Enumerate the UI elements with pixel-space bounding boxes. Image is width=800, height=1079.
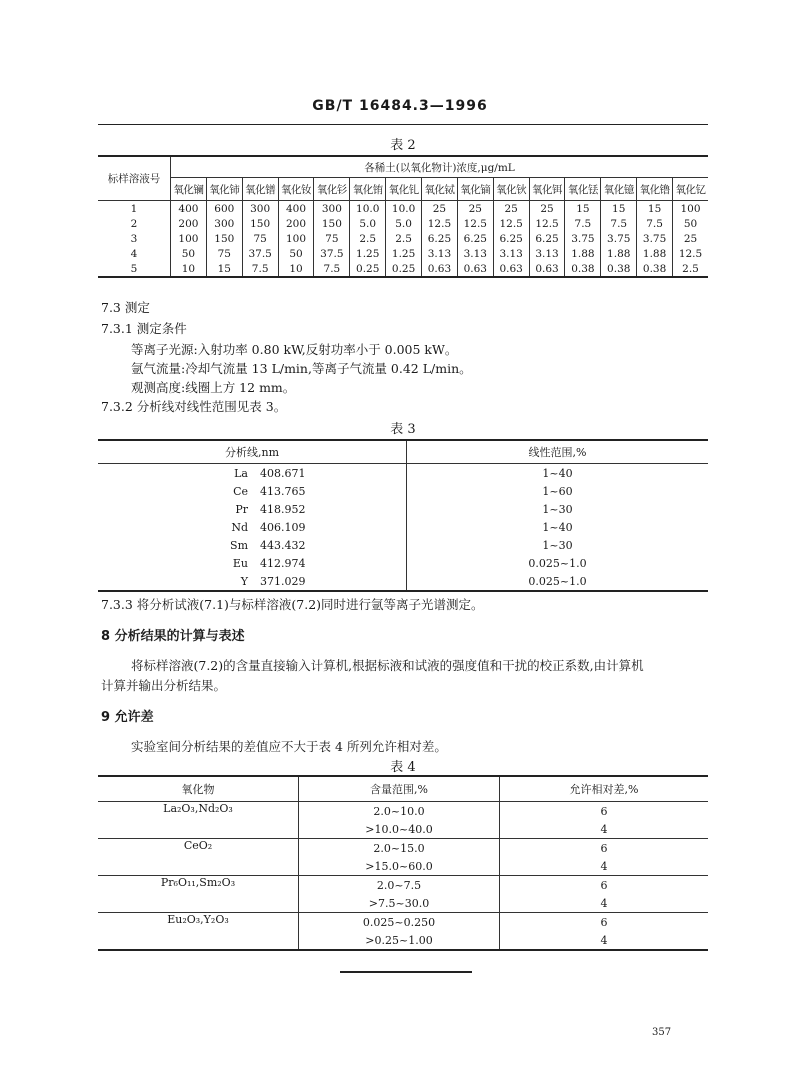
table2-colhead: 氧化镨 [242, 178, 278, 201]
table3-row [98, 518, 708, 536]
table2-colhead: 氧化铥 [565, 178, 601, 201]
table2-cell: 400 [171, 201, 207, 217]
table2-cell: 0.63 [493, 261, 529, 277]
table4-row [98, 839, 708, 858]
table2-cell: 300 [242, 201, 278, 217]
table2-cell: 200 [171, 216, 207, 231]
table3-row [98, 500, 708, 518]
table2-cell: 5.0 [386, 216, 422, 231]
condition-line: 观测高度:线圈上方 12 mm。 [131, 380, 296, 395]
table2-cell: 150 [242, 216, 278, 231]
table4-range: 2.0~7.5 [299, 876, 500, 895]
table3-wavelength: 408.671 [260, 466, 306, 480]
table2-colhead: 氧化铒 [529, 178, 565, 201]
table3-line-cell [98, 572, 407, 591]
table2-cell: 150 [314, 216, 350, 231]
table-4 [98, 775, 708, 951]
table3-wavelength: 371.029 [260, 574, 306, 588]
table3-range: 1~40 [542, 466, 573, 480]
table4-row [98, 931, 708, 950]
table4-range: 0.025~0.250 [299, 913, 500, 932]
table3-wavelength: 406.109 [260, 520, 306, 534]
table2-cell: 75 [242, 231, 278, 246]
table4-row [98, 876, 708, 895]
table4-head-oxide: 氧化物 [98, 776, 299, 802]
table2-cell: 1.88 [637, 246, 673, 261]
table2-cell: 1.25 [350, 246, 386, 261]
table4-caption: 表 4 [390, 760, 416, 775]
table2-cell: 75 [314, 231, 350, 246]
table2-cell: 7.5 [242, 261, 278, 277]
table4-oxide-empty [98, 857, 299, 876]
table2-cell: 10.0 [350, 201, 386, 217]
table2-cell: 3.13 [493, 246, 529, 261]
table2-cell: 10 [171, 261, 207, 277]
table2-cell: 0.63 [457, 261, 493, 277]
table2-colhead: 氧化钆 [386, 178, 422, 201]
table2-cell: 0.38 [565, 261, 601, 277]
table2-cell: 3.13 [422, 246, 458, 261]
section-9-paragraph: 实验室间分析结果的差值应不大于表 4 所列允许相对差。 [131, 739, 447, 754]
table4-range: >15.0~60.0 [299, 857, 500, 876]
table2-cell: 7.5 [601, 216, 637, 231]
table2-cell: 75 [206, 246, 242, 261]
table2-row [98, 261, 708, 277]
table2-cell: 25 [673, 231, 708, 246]
table2-colhead: 氧化钐 [314, 178, 350, 201]
table2-cell: 37.5 [314, 246, 350, 261]
table3-line-cell [98, 518, 407, 536]
page-number: 357 [652, 1027, 672, 1038]
table2-cell: 25 [457, 201, 493, 217]
table2-rowhead: 标样溶液号 [98, 156, 171, 201]
section-7-3-3: 7.3.3 将分析试液(7.1)与标样溶液(7.2)同时进行氩等离子光谱测定。 [101, 597, 484, 612]
table2-cell: 6.25 [457, 231, 493, 246]
table3-range: 1~60 [542, 484, 573, 498]
table2-cell: 0.63 [422, 261, 458, 277]
table2-cell: 50 [278, 246, 314, 261]
table2-cell: 3.75 [601, 231, 637, 246]
table3-range: 1~30 [542, 502, 573, 516]
table4-oxide: Eu₂O₃,Y₂O₃ [98, 913, 299, 932]
table4-diff: 4 [500, 820, 709, 839]
table2-row [98, 216, 708, 231]
table2-cell: 6.25 [493, 231, 529, 246]
table2-cell: 15 [565, 201, 601, 217]
table4-oxide: Pr₆O₁₁,Sm₂O₃ [98, 876, 299, 895]
table4-oxide-empty [98, 894, 299, 913]
table2-cell: 37.5 [242, 246, 278, 261]
header-rule [98, 124, 708, 125]
table3-element: Sm [230, 538, 248, 552]
table3-caption: 表 3 [390, 422, 416, 437]
table3-element: La [234, 466, 248, 480]
section-7-3-2: 7.3.2 分析线对线性范围见表 3。 [101, 399, 287, 414]
table2-cell: 12.5 [529, 216, 565, 231]
table4-diff: 6 [600, 804, 608, 818]
table3-row [98, 554, 708, 572]
table2-colhead: 氧化镱 [601, 178, 637, 201]
table2-cell: 300 [206, 216, 242, 231]
table2-cell: 1.88 [565, 246, 601, 261]
table4-diff: 6 [600, 878, 608, 892]
table3-wavelength: 418.952 [260, 502, 306, 516]
table3-row [98, 536, 708, 554]
table2-cell: 100 [171, 231, 207, 246]
document-header: GB/T 16484.3—1996 [312, 98, 488, 114]
table3-wavelength: 412.974 [260, 556, 306, 570]
table2-cell: 100 [278, 231, 314, 246]
table4-oxide: La₂O₃,Nd₂O₃ [98, 802, 299, 821]
table2-cell: 10.0 [386, 201, 422, 217]
table2-cell: 6.25 [422, 231, 458, 246]
table4-diff: 4 [500, 857, 709, 876]
table3-line-cell [98, 536, 407, 554]
table2-cell: 0.25 [350, 261, 386, 277]
table4-row [98, 913, 708, 932]
table3-line-cell [98, 554, 407, 572]
table2-cell: 12.5 [493, 216, 529, 231]
table2-cell: 200 [278, 216, 314, 231]
table2-colhead: 氧化钬 [493, 178, 529, 201]
table2-colhead: 氧化铕 [350, 178, 386, 201]
section-9-heading: 9 允许差 [101, 710, 154, 725]
table4-row [98, 857, 708, 876]
table2-cell: 2.5 [350, 231, 386, 246]
table2-row-id: 2 [98, 216, 171, 231]
table4-oxide: CeO₂ [98, 839, 299, 858]
section-8-paragraph-cont: 计算并输出分析结果。 [101, 678, 227, 693]
table3-line-cell [98, 464, 407, 483]
table2-cell: 150 [206, 231, 242, 246]
table4-range: >0.25~1.00 [299, 931, 500, 950]
table2-cell: 12.5 [673, 246, 708, 261]
table-2 [98, 155, 708, 278]
table3-row [98, 482, 708, 500]
table2-colhead: 氧化镥 [637, 178, 673, 201]
table2-cell: 50 [171, 246, 207, 261]
table2-cell: 0.25 [386, 261, 422, 277]
table3-element: Nd [231, 520, 248, 534]
table2-cell: 50 [673, 216, 708, 231]
table2-cell: 12.5 [422, 216, 458, 231]
condition-line: 氩气流量:冷却气流量 13 L/min,等离子气流量 0.42 L/min。 [131, 361, 472, 376]
table2-cell: 100 [673, 201, 708, 217]
table2-cell: 15 [206, 261, 242, 277]
table2-colhead: 氧化钇 [673, 178, 708, 201]
table2-cell: 15 [601, 201, 637, 217]
table3-element: Ce [233, 484, 248, 498]
table-3 [98, 439, 708, 592]
table2-cell: 600 [206, 201, 242, 217]
table2-caption: 表 2 [390, 138, 416, 153]
section-7-3: 7.3 测定 [101, 300, 150, 315]
table4-range: 2.0~10.0 [299, 802, 500, 821]
condition-line: 等离子光源:入射功率 0.80 kW,反射功率小于 0.005 kW。 [131, 342, 458, 357]
table2-cell: 12.5 [457, 216, 493, 231]
table2-row [98, 201, 708, 217]
table3-range: 1~40 [542, 520, 573, 534]
table2-cell: 25 [422, 201, 458, 217]
table3-row [98, 464, 708, 483]
table2-row [98, 231, 708, 246]
table2-cell: 6.25 [529, 231, 565, 246]
section-7-3-1: 7.3.1 测定条件 [101, 321, 187, 336]
table4-row [98, 802, 708, 821]
table2-colhead: 氧化钕 [278, 178, 314, 201]
table2-cell: 400 [278, 201, 314, 217]
table4-range: >10.0~40.0 [299, 820, 500, 839]
table3-element: Pr [235, 502, 248, 516]
table2-cell: 7.5 [314, 261, 350, 277]
table3-range: 0.025~1.0 [528, 574, 587, 588]
table2-row-id: 1 [98, 201, 171, 217]
table3-range: 1~30 [542, 538, 573, 552]
section-8-heading: 8 分析结果的计算与表述 [101, 629, 245, 644]
table2-cell: 25 [529, 201, 565, 217]
table2-cell: 2.5 [386, 231, 422, 246]
table3-range: 0.025~1.0 [528, 556, 587, 570]
table3-line-cell [98, 500, 407, 518]
table2-cell: 7.5 [565, 216, 601, 231]
table2-cell: 0.63 [529, 261, 565, 277]
table3-head-range: 线性范围,% [407, 440, 709, 464]
table2-cell: 2.5 [673, 261, 708, 277]
table2-cell: 3.75 [637, 231, 673, 246]
table2-cell: 0.38 [601, 261, 637, 277]
table3-row [98, 572, 708, 591]
table2-colhead: 氧化镝 [457, 178, 493, 201]
table2-row-id: 4 [98, 246, 171, 261]
table2-cell: 1.88 [601, 246, 637, 261]
table2-cell: 5.0 [350, 216, 386, 231]
table4-row [98, 820, 708, 839]
table3-element: Eu [232, 556, 248, 570]
table4-range: 2.0~15.0 [299, 839, 500, 858]
table2-cell: 300 [314, 201, 350, 217]
table4-oxide-empty [98, 931, 299, 950]
table3-head-line: 分析线,nm [98, 440, 407, 464]
table2-row [98, 246, 708, 261]
end-rule [340, 971, 472, 973]
table2-colhead: 氧化铈 [206, 178, 242, 201]
table3-line-cell [98, 482, 407, 500]
table2-colhead: 氧化铽 [422, 178, 458, 201]
table4-diff: 4 [600, 933, 608, 947]
table3-wavelength: 443.432 [260, 538, 306, 552]
table2-cell: 3.13 [457, 246, 493, 261]
table2-row-id: 5 [98, 261, 171, 277]
table3-element: Y [240, 574, 248, 588]
table2-grouphead: 各稀土(以氧化物计)浓度,μg/mL [171, 156, 709, 178]
table4-oxide-empty [98, 820, 299, 839]
table2-cell: 15 [637, 201, 673, 217]
table2-cell: 10 [278, 261, 314, 277]
table3-wavelength: 413.765 [260, 484, 306, 498]
table4-head-diff: 允许相对差,% [500, 776, 709, 802]
table4-range: >7.5~30.0 [299, 894, 500, 913]
table2-colhead: 氧化镧 [171, 178, 207, 201]
section-8-paragraph: 将标样溶液(7.2)的含量直接输入计算机,根据标液和试液的强度值和干扰的校正系数,由计算机 [131, 658, 644, 673]
table4-diff: 4 [500, 894, 709, 913]
table2-cell: 3.13 [529, 246, 565, 261]
table4-row [98, 894, 708, 913]
table4-diff: 6 [600, 915, 608, 929]
table2-cell: 7.5 [637, 216, 673, 231]
table2-cell: 0.38 [637, 261, 673, 277]
table2-row-id: 3 [98, 231, 171, 246]
table4-diff: 6 [600, 841, 608, 855]
table2-cell: 3.75 [565, 231, 601, 246]
table4-head-range: 含量范围,% [299, 776, 500, 802]
table2-cell: 25 [493, 201, 529, 217]
table2-cell: 1.25 [386, 246, 422, 261]
